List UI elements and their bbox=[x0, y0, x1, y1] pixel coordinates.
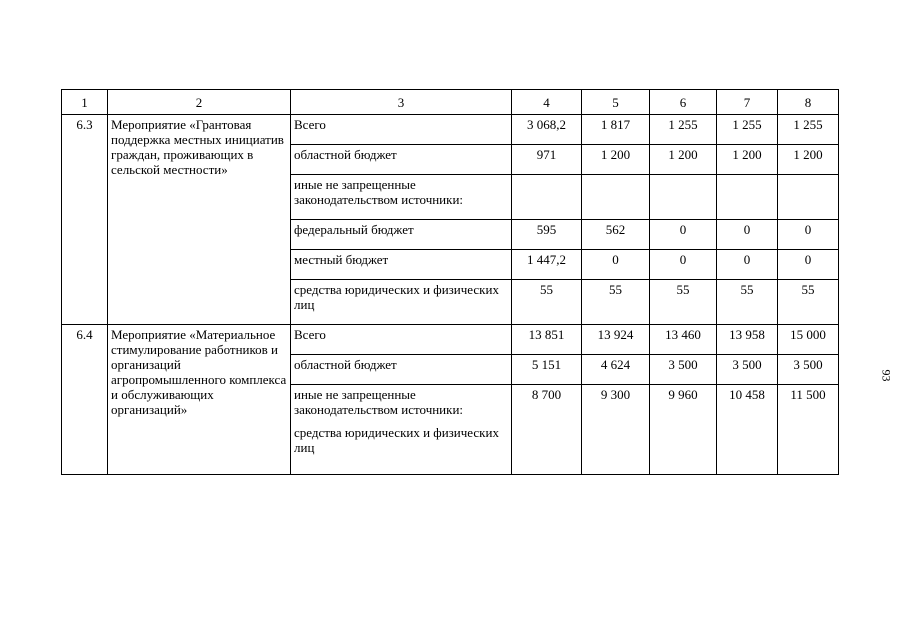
value-cell: 0 bbox=[717, 250, 778, 280]
funding-source bbox=[291, 385, 512, 475]
value-cell: 0 bbox=[650, 250, 717, 280]
value-cell bbox=[717, 175, 778, 220]
funding-source: иные не запрещенные законодательством источники: bbox=[291, 175, 512, 220]
value-cell: 8 700 bbox=[512, 385, 582, 475]
value-cell: 13 958 bbox=[717, 325, 778, 355]
value-cell: 0 bbox=[582, 250, 650, 280]
header-cell: 5 bbox=[582, 90, 650, 115]
value-cell bbox=[778, 175, 839, 220]
value-cell: 971 bbox=[512, 145, 582, 175]
value-cell: 1 200 bbox=[717, 145, 778, 175]
table-row bbox=[62, 325, 839, 355]
value-cell: 5 151 bbox=[512, 355, 582, 385]
budget-table bbox=[61, 89, 839, 475]
header-cell: 7 bbox=[717, 90, 778, 115]
funding-source: местный бюджет bbox=[291, 250, 512, 280]
funding-source: средства юридических и физических лиц bbox=[291, 280, 512, 325]
value-cell: 13 924 bbox=[582, 325, 650, 355]
value-cell: 3 500 bbox=[717, 355, 778, 385]
value-cell: 1 200 bbox=[582, 145, 650, 175]
value-cell: 0 bbox=[778, 250, 839, 280]
header-row bbox=[62, 90, 839, 115]
item-name: Мероприятие «Грантовая поддержка местных инициатив граждан, проживающих в сельской местности» bbox=[108, 115, 291, 325]
value-cell: 55 bbox=[582, 280, 650, 325]
table-row bbox=[62, 115, 839, 145]
value-cell bbox=[650, 175, 717, 220]
funding-source: Всего bbox=[291, 325, 512, 355]
value-cell: 3 500 bbox=[650, 355, 717, 385]
value-cell: 9 300 bbox=[582, 385, 650, 475]
header-cell: 4 bbox=[512, 90, 582, 115]
value-cell bbox=[512, 175, 582, 220]
value-cell: 1 817 bbox=[582, 115, 650, 145]
value-cell: 4 624 bbox=[582, 355, 650, 385]
value-cell: 1 447,2 bbox=[512, 250, 582, 280]
value-cell: 1 255 bbox=[778, 115, 839, 145]
value-cell: 0 bbox=[650, 220, 717, 250]
value-cell: 55 bbox=[512, 280, 582, 325]
item-number: 6.3 bbox=[62, 115, 108, 325]
value-cell: 3 068,2 bbox=[512, 115, 582, 145]
value-cell bbox=[582, 175, 650, 220]
header-cell: 1 bbox=[62, 90, 108, 115]
header-cell: 6 bbox=[650, 90, 717, 115]
value-cell: 1 255 bbox=[650, 115, 717, 145]
value-cell: 0 bbox=[717, 220, 778, 250]
value-cell: 55 bbox=[717, 280, 778, 325]
item-name: Мероприятие «Материальное стимулирование работников и организаций агропромышленного комплекса и обслуживающих организаций» bbox=[108, 325, 291, 475]
funding-source: Всего bbox=[291, 115, 512, 145]
funding-source: областной бюджет bbox=[291, 355, 512, 385]
value-cell: 562 bbox=[582, 220, 650, 250]
page-number: 93 bbox=[879, 369, 894, 382]
value-cell: 9 960 bbox=[650, 385, 717, 475]
header-cell: 8 bbox=[778, 90, 839, 115]
value-cell: 10 458 bbox=[717, 385, 778, 475]
funding-source: областной бюджет bbox=[291, 145, 512, 175]
value-cell: 13 460 bbox=[650, 325, 717, 355]
funding-source-legal: средства юридических и физических лиц bbox=[294, 425, 499, 455]
value-cell: 0 bbox=[778, 220, 839, 250]
value-cell: 55 bbox=[778, 280, 839, 325]
value-cell: 1 255 bbox=[717, 115, 778, 145]
header-cell: 3 bbox=[291, 90, 512, 115]
value-cell: 595 bbox=[512, 220, 582, 250]
funding-source-other: иные не запрещенные законодательством источники: bbox=[294, 387, 464, 417]
value-cell: 3 500 bbox=[778, 355, 839, 385]
funding-source: федеральный бюджет bbox=[291, 220, 512, 250]
value-cell: 11 500 bbox=[778, 385, 839, 475]
value-cell: 55 bbox=[650, 280, 717, 325]
value-cell: 1 200 bbox=[778, 145, 839, 175]
header-cell: 2 bbox=[108, 90, 291, 115]
value-cell: 13 851 bbox=[512, 325, 582, 355]
item-number: 6.4 bbox=[62, 325, 108, 475]
value-cell: 15 000 bbox=[778, 325, 839, 355]
value-cell: 1 200 bbox=[650, 145, 717, 175]
